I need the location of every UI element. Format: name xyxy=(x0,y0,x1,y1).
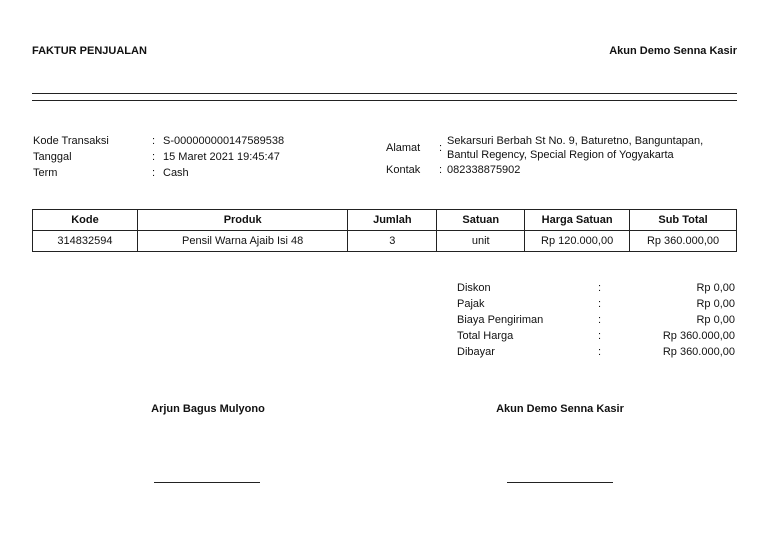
discount-value: Rp 0,00 xyxy=(696,282,735,294)
tax-label: Pajak xyxy=(457,298,485,310)
contact-colon: : xyxy=(439,164,443,176)
cell-unit-price: Rp 120.000,00 xyxy=(525,231,630,252)
column-header-code: Kode xyxy=(33,210,138,231)
date-value: 15 Maret 2021 19:45:47 xyxy=(163,151,280,163)
contact-value: 082338875902 xyxy=(447,164,521,176)
column-header-unit-price: Harga Satuan xyxy=(525,210,630,231)
contact-label: Kontak xyxy=(386,164,421,176)
cell-product: Pensil Warna Ajaib Isi 48 xyxy=(137,231,348,252)
column-header-quantity: Jumlah xyxy=(348,210,437,231)
term-value: Cash xyxy=(163,167,189,179)
paid-label: Dibayar xyxy=(457,346,495,358)
total-value: Rp 360.000,00 xyxy=(662,330,735,342)
total-label: Total Harga xyxy=(457,330,514,342)
address-line-2: Bantul Regency, Special Region of Yogyakarta xyxy=(447,149,674,161)
tax-colon: : xyxy=(598,298,602,310)
seller-signature-line xyxy=(507,482,613,483)
discount-label: Diskon xyxy=(457,282,491,294)
table-header-row xyxy=(33,210,737,231)
shipping-value: Rp 0,00 xyxy=(696,314,735,326)
cell-quantity: 3 xyxy=(348,231,437,252)
address-line-1: Sekarsuri Berbah St No. 9, Baturetno, Banguntapan, xyxy=(447,135,704,147)
column-header-product: Produk xyxy=(137,210,348,231)
term-colon: : xyxy=(152,167,156,179)
address-label: Alamat xyxy=(386,142,421,154)
cell-code: 314832594 xyxy=(33,231,138,252)
total-colon: : xyxy=(598,330,602,342)
column-header-unit: Satuan xyxy=(437,210,525,231)
header-divider-bottom xyxy=(32,100,737,101)
tax-value: Rp 0,00 xyxy=(696,298,735,310)
customer-signature-name: Arjun Bagus Mulyono xyxy=(151,403,265,415)
term-label: Term xyxy=(33,167,58,179)
discount-colon: : xyxy=(598,282,602,294)
shipping-colon: : xyxy=(598,314,602,326)
shipping-label: Biaya Pengiriman xyxy=(457,314,544,326)
address-colon: : xyxy=(439,142,443,154)
paid-colon: : xyxy=(598,346,602,358)
cell-unit: unit xyxy=(437,231,525,252)
seller-signature-name: Akun Demo Senna Kasir xyxy=(496,403,624,415)
column-header-subtotal: Sub Total xyxy=(630,210,737,231)
invoice-title: FAKTUR PENJUALAN xyxy=(32,45,147,57)
transaction-code-label: Kode Transaksi xyxy=(33,135,109,147)
cell-subtotal: Rp 360.000,00 xyxy=(630,231,737,252)
date-label: Tanggal xyxy=(33,151,72,163)
store-name: Akun Demo Senna Kasir xyxy=(609,45,737,57)
items-table xyxy=(32,209,737,252)
date-colon: : xyxy=(152,151,156,163)
paid-value: Rp 360.000,00 xyxy=(662,346,735,358)
customer-signature-line xyxy=(154,482,260,483)
table-row xyxy=(33,231,737,252)
transaction-code-value: S-000000000147589538 xyxy=(163,135,285,147)
header-divider-top xyxy=(32,93,737,94)
transaction-code-colon: : xyxy=(152,135,156,147)
